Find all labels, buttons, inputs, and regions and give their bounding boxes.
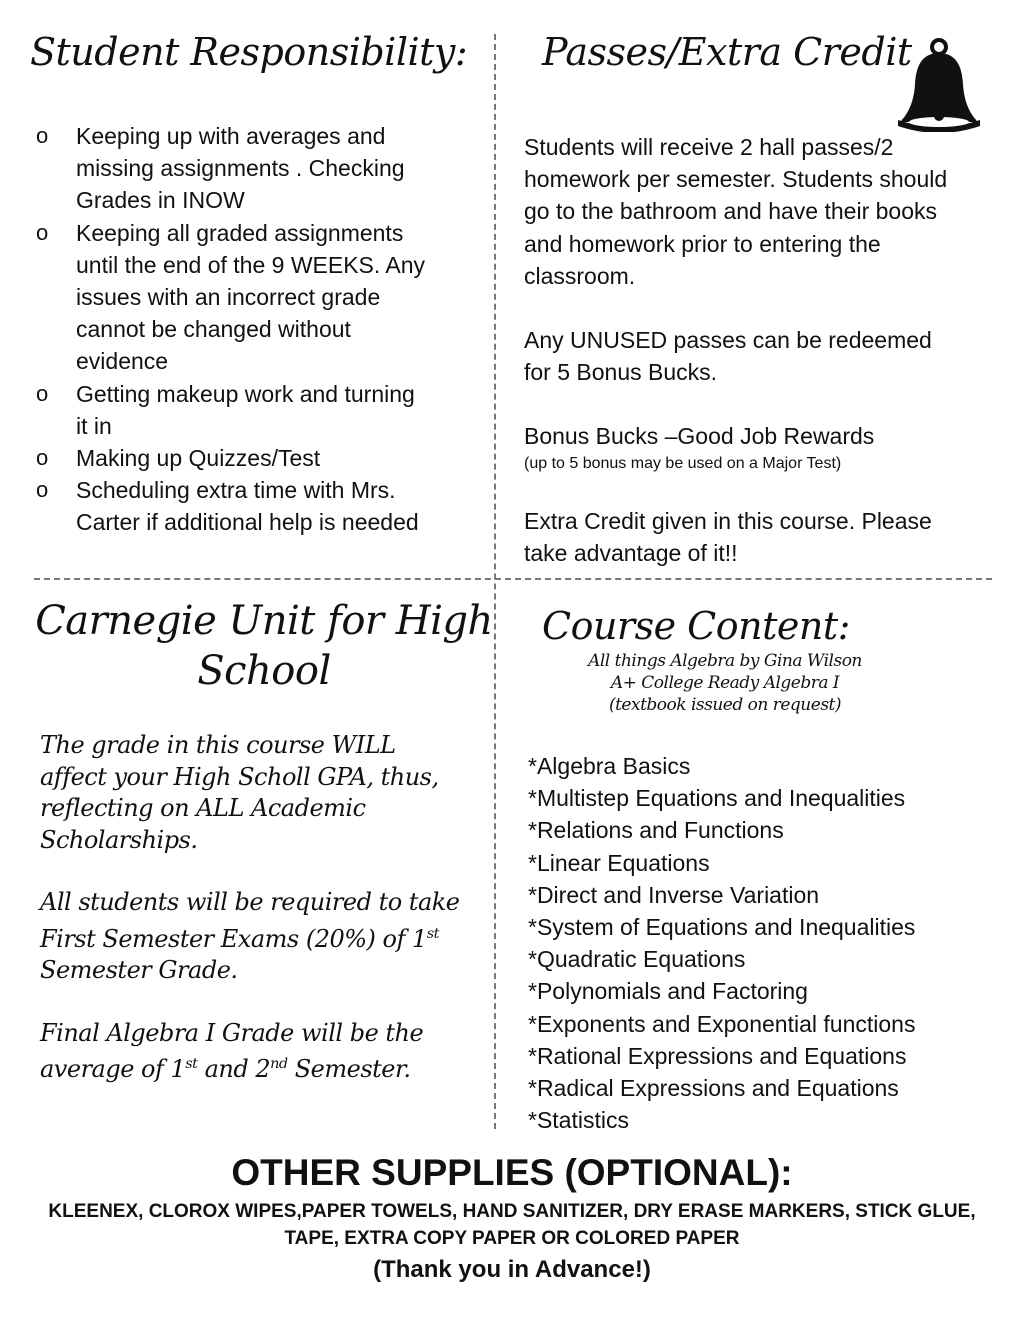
bullet-marker: o [36, 477, 49, 503]
bullet-marker: o [36, 380, 49, 406]
gpa-paragraph: The grade in this course WILL affect your High Scholl GPA, thus, reflecting on ALL Academic Scholarships. [40, 731, 439, 854]
list-item: o Making up Quizzes/Test [32, 442, 432, 474]
topics-list [528, 750, 980, 1136]
course-book-1: All things Algebra by Gina Wilson [588, 651, 862, 671]
list-item: o Keeping up with averages and missing assignments . Checking Grades in INOW [32, 120, 432, 217]
list-item: o Scheduling extra time with Mrs. Carter if additional help is needed [32, 474, 432, 538]
supplies-section [0, 1152, 1024, 1284]
list-item: *System of Equations and Inequalities [528, 914, 916, 941]
horizontal-divider [34, 578, 992, 580]
final-grade-paragraph: Final Algebra I Grade will be the average of 1st and 2nd Semester. [40, 1018, 424, 1083]
student-responsibility-title: Student Responsibility: [30, 30, 468, 74]
exams-paragraph: All students will be required to take First Semester Exams (20%) of 1st Semester Grade. [40, 888, 460, 984]
bullet-marker: o [36, 445, 49, 471]
course-book-note: (textbook issued on request) [608, 695, 842, 715]
list-item: o Keeping all graded assignments until the end of the 9 WEEKS. Any issues with an incorrect grade cannot be changed without evidence [32, 217, 432, 378]
bonus-bucks-heading: Bonus Bucks –Good Job Rewards [524, 423, 875, 450]
carnegie-section [34, 596, 493, 1086]
vertical-divider [494, 34, 496, 1129]
list-item: *Quadratic Equations [528, 946, 746, 973]
list-item: *Radical Expressions and Equations [528, 1075, 899, 1102]
course-subtitle [550, 650, 900, 716]
list-item: *Polynomials and Factoring [528, 978, 808, 1005]
carnegie-body [40, 730, 460, 1086]
responsibility-list [32, 120, 432, 539]
list-item: *Multistep Equations and Inequalities [528, 785, 906, 812]
list-item: *Linear Equations [528, 849, 710, 876]
list-item: o Getting makeup work and turning it in [32, 378, 432, 442]
supplies-list-line-2: TAPE, EXTRA COPY PAPER OR COLORED PAPER [284, 1228, 740, 1249]
course-content-title: Course Content: [542, 604, 850, 648]
course-book-2: A+ College Ready Algebra I [610, 673, 840, 693]
passes-body [524, 131, 954, 569]
extra-credit-paragraph: Extra Credit given in this course. Please take advantage of it!! [524, 507, 932, 566]
bonus-bucks-note: (up to 5 bonus may be used on a Major Test) [524, 454, 842, 472]
supplies-list-line-1: KLEENEX, CLOROX WIPES,PAPER TOWELS, HAND SANITIZER, DRY ERASE MARKERS, STICK GLUE, [48, 1201, 976, 1222]
bullet-marker: o [36, 123, 49, 148]
list-item: *Rational Expressions and Equations [528, 1042, 907, 1069]
list-item: *Exponents and Exponential functions [528, 1010, 916, 1037]
list-item: *Algebra Basics [528, 753, 691, 779]
passes-paragraph: Students will receive 2 hall passes/2 homework per semester. Students should go to the bathroom and have their books and homework prior to entering the classroom. [524, 134, 948, 289]
student-responsibility-section [30, 30, 470, 539]
list-item: *Direct and Inverse Variation [528, 881, 820, 908]
unused-passes-paragraph: Any UNUSED passes can be redeemed for 5 Bonus Bucks. [524, 327, 932, 386]
list-item: *Statistics [528, 1107, 629, 1134]
list-item: *Relations and Functions [528, 817, 784, 844]
carnegie-title: Carnegie Unit for High School [35, 598, 493, 694]
thanks-note: (Thank you in Advance!) [373, 1256, 651, 1283]
bell-icon [894, 36, 984, 132]
course-content-section [510, 604, 980, 1136]
bullet-marker: o [36, 219, 49, 245]
passes-title: Passes/Extra Credit [542, 30, 912, 74]
supplies-title: OTHER SUPPLIES (OPTIONAL): [231, 1152, 793, 1193]
